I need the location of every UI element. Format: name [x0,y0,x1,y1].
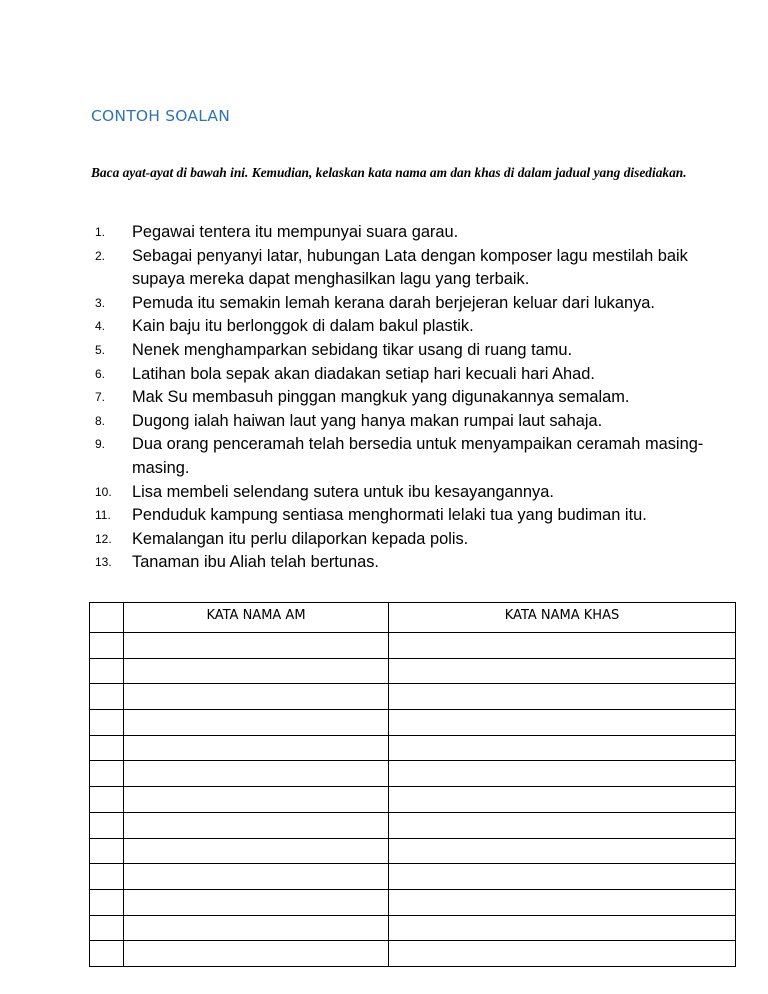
am-answer-cell[interactable] [124,710,389,736]
answer-table-body [90,633,736,967]
number-cell[interactable] [90,787,124,813]
question-number: 7. [95,390,106,405]
question-number: 8. [95,413,106,428]
number-cell[interactable] [90,812,124,838]
question-number: 6. [95,366,106,381]
khas-answer-cell[interactable] [389,941,736,967]
am-answer-cell[interactable] [124,915,389,941]
number-cell[interactable] [90,864,124,890]
number-cell[interactable] [90,889,124,915]
khas-answer-cell[interactable] [389,761,736,787]
number-cell[interactable] [90,915,124,941]
table-row [90,889,736,915]
question-text: Pemuda itu semakin lemah kerana darah berjejeran keluar dari lukanya. [132,293,655,312]
question-number: 13. [95,555,112,570]
answer-table [89,602,736,967]
question-list [91,221,731,575]
question-item [91,292,731,316]
question-text: Penduduk kampung sentiasa menghormati lelaki tua yang budiman itu. [132,506,647,525]
header-kata-nama-khas: KATA NAMA KHAS [389,603,736,633]
am-answer-cell[interactable] [124,787,389,813]
instruction-text: Baca ayat-ayat di bawah ini. Kemudian, kelaskan kata nama am dan khas di dalam jadual yang disediakan. [91,165,687,180]
question-text: Tanaman ibu Aliah telah bertunas. [132,553,379,572]
khas-answer-cell[interactable] [389,864,736,890]
question-number: 3. [95,295,106,310]
question-item [91,315,731,339]
question-number: 12. [95,531,112,546]
question-text: Nenek menghamparkan sebidang tikar usang di ruang tamu. [132,340,573,359]
question-text: Pegawai tentera itu mempunyai suara garau. [132,223,459,241]
table-row [90,658,736,684]
question-text: Latihan bola sepak akan diadakan setiap hari kecuali hari Ahad. [132,364,595,383]
table-row [90,787,736,813]
question-item [91,481,731,505]
question-item [91,363,731,387]
khas-answer-cell[interactable] [389,735,736,761]
table-row [90,838,736,864]
page-heading: CONTOH SOALAN [91,107,231,125]
khas-answer-cell[interactable] [389,889,736,915]
am-answer-cell[interactable] [124,889,389,915]
question-text: Dua orang penceramah telah bersedia untuk menyampaikan ceramah masing-masing. [132,435,704,477]
question-number: 4. [95,319,106,334]
am-answer-cell[interactable] [124,761,389,787]
table-row [90,812,736,838]
number-cell[interactable] [90,633,124,659]
table-row [90,633,736,659]
number-cell[interactable] [90,735,124,761]
am-answer-cell[interactable] [124,633,389,659]
question-item [91,551,731,575]
number-cell[interactable] [90,710,124,736]
question-item [91,339,731,363]
question-text: Dugong ialah haiwan laut yang hanya makan rumpai laut sahaja. [132,411,603,430]
number-cell[interactable] [90,658,124,684]
question-number: 11. [95,508,111,523]
am-answer-cell[interactable] [124,684,389,710]
question-number: 1. [95,225,106,239]
table-row [90,684,736,710]
am-answer-cell[interactable] [124,735,389,761]
question-item [91,528,731,552]
number-cell[interactable] [90,761,124,787]
table-row [90,761,736,787]
am-answer-cell[interactable] [124,812,389,838]
khas-answer-cell[interactable] [389,633,736,659]
question-number: 9. [95,437,106,452]
table-row [90,915,736,941]
question-item [91,504,731,528]
am-answer-cell[interactable] [124,941,389,967]
question-item [91,221,731,245]
question-number: 2. [95,248,106,263]
khas-answer-cell[interactable] [389,838,736,864]
question-text: Mak Su membasuh pinggan mangkuk yang digunakannya semalam. [132,388,630,407]
khas-answer-cell[interactable] [389,684,736,710]
question-text: Kain baju itu berlonggok di dalam bakul plastik. [132,317,474,336]
number-cell[interactable] [90,838,124,864]
am-answer-cell[interactable] [124,658,389,684]
question-item [91,410,731,434]
khas-answer-cell[interactable] [389,787,736,813]
khas-answer-cell[interactable] [389,658,736,684]
question-item [91,245,731,292]
header-number-cell [90,603,124,633]
am-answer-cell[interactable] [124,838,389,864]
question-text: Kemalangan itu perlu dilaporkan kepada polis. [132,529,469,548]
question-item [91,386,731,410]
question-text: Sebagai penyanyi latar, hubungan Lata dengan komposer lagu mestilah baik supaya mereka dapat menghasilkan lagu yang terbaik. [132,246,688,289]
table-row [90,941,736,967]
khas-answer-cell[interactable] [389,812,736,838]
question-text: Lisa membeli selendang sutera untuk ibu kesayangannya. [132,482,554,501]
khas-answer-cell[interactable] [389,915,736,941]
number-cell[interactable] [90,684,124,710]
table-row [90,864,736,890]
question-item [91,433,731,480]
header-kata-nama-am: KATA NAMA AM [124,603,389,633]
question-number: 5. [95,342,106,357]
table-header-row [90,603,736,633]
khas-answer-cell[interactable] [389,710,736,736]
table-row [90,735,736,761]
am-answer-cell[interactable] [124,864,389,890]
question-number: 10. [95,484,112,499]
number-cell[interactable] [90,941,124,967]
table-row [90,710,736,736]
